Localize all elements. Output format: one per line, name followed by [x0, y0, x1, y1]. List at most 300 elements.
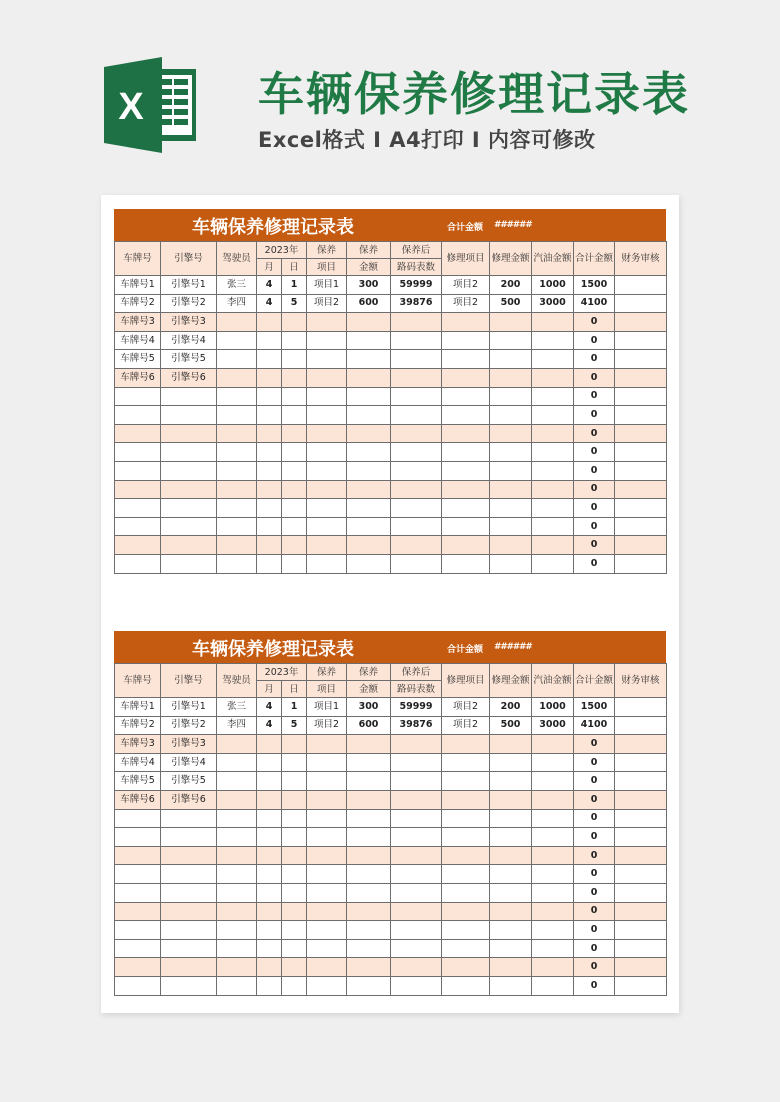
cell-driver[interactable]: [217, 406, 257, 425]
cell-maint-cost[interactable]: 300: [347, 276, 391, 295]
cell-total[interactable]: 0: [574, 809, 615, 828]
cell-audit[interactable]: [615, 753, 667, 772]
cell-repair-cost[interactable]: [490, 554, 532, 573]
cell-day[interactable]: [282, 554, 307, 573]
cell-engine[interactable]: [161, 424, 217, 443]
cell-maint-cost[interactable]: [347, 331, 391, 350]
cell-driver[interactable]: [217, 846, 257, 865]
cell-day[interactable]: [282, 313, 307, 332]
cell-day[interactable]: [282, 828, 307, 847]
cell-maint-item[interactable]: [307, 387, 347, 406]
cell-maint-item[interactable]: [307, 554, 347, 573]
cell-repair-cost[interactable]: [490, 828, 532, 847]
cell-day[interactable]: [282, 536, 307, 555]
cell-plate[interactable]: 车牌号6: [115, 790, 161, 809]
cell-engine[interactable]: [161, 554, 217, 573]
cell-fuel-cost[interactable]: [532, 313, 574, 332]
cell-total[interactable]: 0: [574, 735, 615, 754]
cell-fuel-cost[interactable]: [532, 865, 574, 884]
cell-day[interactable]: [282, 772, 307, 791]
cell-fuel-cost[interactable]: [532, 461, 574, 480]
cell-total[interactable]: 0: [574, 772, 615, 791]
cell-odometer[interactable]: [391, 424, 442, 443]
cell-maint-item[interactable]: [307, 883, 347, 902]
cell-repair-cost[interactable]: [490, 424, 532, 443]
cell-repair-item[interactable]: [442, 921, 490, 940]
cell-month[interactable]: [257, 828, 282, 847]
cell-plate[interactable]: 车牌号2: [115, 294, 161, 313]
cell-engine[interactable]: 引擎号1: [161, 276, 217, 295]
cell-repair-cost[interactable]: [490, 368, 532, 387]
cell-fuel-cost[interactable]: [532, 809, 574, 828]
cell-plate[interactable]: [115, 443, 161, 462]
cell-day[interactable]: 1: [282, 698, 307, 717]
cell-engine[interactable]: 引擎号3: [161, 313, 217, 332]
cell-maint-item[interactable]: [307, 461, 347, 480]
grand-total-value[interactable]: ######: [494, 220, 532, 230]
cell-fuel-cost[interactable]: [532, 753, 574, 772]
cell-day[interactable]: [282, 406, 307, 425]
cell-total[interactable]: 0: [574, 499, 615, 518]
cell-repair-cost[interactable]: [490, 976, 532, 995]
cell-month[interactable]: [257, 939, 282, 958]
cell-audit[interactable]: [615, 921, 667, 940]
cell-total[interactable]: 0: [574, 902, 615, 921]
cell-maint-item[interactable]: [307, 536, 347, 555]
cell-fuel-cost[interactable]: 3000: [532, 716, 574, 735]
cell-engine[interactable]: [161, 387, 217, 406]
cell-day[interactable]: [282, 350, 307, 369]
cell-engine[interactable]: [161, 809, 217, 828]
cell-driver[interactable]: [217, 331, 257, 350]
cell-odometer[interactable]: [391, 772, 442, 791]
cell-repair-item[interactable]: [442, 809, 490, 828]
cell-engine[interactable]: [161, 976, 217, 995]
cell-plate[interactable]: 车牌号3: [115, 313, 161, 332]
cell-repair-item[interactable]: [442, 517, 490, 536]
cell-day[interactable]: [282, 865, 307, 884]
cell-month[interactable]: [257, 772, 282, 791]
cell-audit[interactable]: [615, 939, 667, 958]
cell-audit[interactable]: [615, 294, 667, 313]
cell-odometer[interactable]: [391, 865, 442, 884]
cell-month[interactable]: [257, 554, 282, 573]
cell-engine[interactable]: 引擎号4: [161, 331, 217, 350]
cell-day[interactable]: [282, 939, 307, 958]
cell-driver[interactable]: [217, 554, 257, 573]
cell-odometer[interactable]: [391, 350, 442, 369]
cell-engine[interactable]: [161, 939, 217, 958]
cell-plate[interactable]: [115, 480, 161, 499]
cell-month[interactable]: [257, 331, 282, 350]
cell-audit[interactable]: [615, 406, 667, 425]
cell-day[interactable]: [282, 480, 307, 499]
cell-maint-item[interactable]: [307, 313, 347, 332]
cell-driver[interactable]: [217, 790, 257, 809]
cell-total[interactable]: 0: [574, 331, 615, 350]
cell-engine[interactable]: 引擎号3: [161, 735, 217, 754]
cell-odometer[interactable]: [391, 735, 442, 754]
cell-repair-item[interactable]: [442, 331, 490, 350]
cell-odometer[interactable]: [391, 368, 442, 387]
cell-odometer[interactable]: [391, 443, 442, 462]
cell-odometer[interactable]: [391, 406, 442, 425]
cell-repair-item[interactable]: 项目2: [442, 698, 490, 717]
cell-driver[interactable]: [217, 939, 257, 958]
cell-fuel-cost[interactable]: [532, 424, 574, 443]
cell-driver[interactable]: [217, 424, 257, 443]
cell-repair-cost[interactable]: [490, 443, 532, 462]
cell-driver[interactable]: [217, 976, 257, 995]
cell-month[interactable]: [257, 846, 282, 865]
cell-month[interactable]: 4: [257, 294, 282, 313]
cell-fuel-cost[interactable]: [532, 499, 574, 518]
cell-repair-item[interactable]: [442, 939, 490, 958]
cell-maint-item[interactable]: [307, 846, 347, 865]
cell-maint-item[interactable]: 项目1: [307, 276, 347, 295]
cell-repair-item[interactable]: 项目2: [442, 276, 490, 295]
cell-total[interactable]: 0: [574, 883, 615, 902]
cell-audit[interactable]: [615, 517, 667, 536]
cell-fuel-cost[interactable]: [532, 828, 574, 847]
cell-repair-cost[interactable]: [490, 536, 532, 555]
cell-engine[interactable]: [161, 536, 217, 555]
cell-total[interactable]: 1500: [574, 276, 615, 295]
cell-audit[interactable]: [615, 809, 667, 828]
cell-driver[interactable]: [217, 368, 257, 387]
cell-total[interactable]: 0: [574, 443, 615, 462]
cell-engine[interactable]: [161, 480, 217, 499]
cell-audit[interactable]: [615, 902, 667, 921]
cell-maint-item[interactable]: [307, 790, 347, 809]
cell-day[interactable]: [282, 443, 307, 462]
cell-audit[interactable]: [615, 554, 667, 573]
cell-total[interactable]: 0: [574, 554, 615, 573]
cell-repair-cost[interactable]: [490, 958, 532, 977]
cell-repair-item[interactable]: [442, 443, 490, 462]
cell-maint-cost[interactable]: [347, 939, 391, 958]
cell-month[interactable]: [257, 921, 282, 940]
cell-engine[interactable]: [161, 406, 217, 425]
cell-plate[interactable]: 车牌号4: [115, 331, 161, 350]
cell-maint-cost[interactable]: 300: [347, 698, 391, 717]
cell-repair-cost[interactable]: [490, 939, 532, 958]
cell-maint-cost[interactable]: [347, 554, 391, 573]
cell-engine[interactable]: 引擎号6: [161, 368, 217, 387]
cell-audit[interactable]: [615, 368, 667, 387]
cell-maint-item[interactable]: 项目1: [307, 698, 347, 717]
cell-engine[interactable]: [161, 865, 217, 884]
cell-total[interactable]: 0: [574, 536, 615, 555]
cell-day[interactable]: [282, 790, 307, 809]
cell-repair-item[interactable]: [442, 976, 490, 995]
cell-month[interactable]: [257, 517, 282, 536]
cell-day[interactable]: [282, 809, 307, 828]
cell-maint-cost[interactable]: [347, 517, 391, 536]
cell-maint-cost[interactable]: [347, 809, 391, 828]
cell-repair-cost[interactable]: [490, 790, 532, 809]
cell-audit[interactable]: [615, 976, 667, 995]
cell-odometer[interactable]: [391, 331, 442, 350]
cell-repair-item[interactable]: [442, 313, 490, 332]
cell-month[interactable]: [257, 443, 282, 462]
cell-repair-item[interactable]: [442, 499, 490, 518]
cell-total[interactable]: 0: [574, 480, 615, 499]
cell-audit[interactable]: [615, 865, 667, 884]
cell-repair-item[interactable]: [442, 735, 490, 754]
cell-repair-cost[interactable]: [490, 517, 532, 536]
cell-total[interactable]: 0: [574, 387, 615, 406]
cell-maint-cost[interactable]: [347, 424, 391, 443]
cell-repair-item[interactable]: [442, 902, 490, 921]
cell-maint-item[interactable]: 项目2: [307, 294, 347, 313]
cell-repair-item[interactable]: [442, 846, 490, 865]
cell-plate[interactable]: [115, 958, 161, 977]
cell-audit[interactable]: [615, 499, 667, 518]
cell-repair-cost[interactable]: [490, 809, 532, 828]
cell-maint-cost[interactable]: [347, 461, 391, 480]
cell-month[interactable]: [257, 480, 282, 499]
cell-driver[interactable]: [217, 480, 257, 499]
cell-odometer[interactable]: [391, 883, 442, 902]
cell-fuel-cost[interactable]: [532, 735, 574, 754]
cell-driver[interactable]: [217, 387, 257, 406]
cell-audit[interactable]: [615, 790, 667, 809]
cell-audit[interactable]: [615, 883, 667, 902]
cell-odometer[interactable]: [391, 976, 442, 995]
cell-maint-cost[interactable]: [347, 753, 391, 772]
cell-month[interactable]: [257, 350, 282, 369]
cell-plate[interactable]: [115, 517, 161, 536]
cell-day[interactable]: [282, 735, 307, 754]
cell-plate[interactable]: [115, 921, 161, 940]
cell-repair-cost[interactable]: [490, 846, 532, 865]
cell-driver[interactable]: [217, 536, 257, 555]
cell-month[interactable]: [257, 790, 282, 809]
cell-month[interactable]: 4: [257, 698, 282, 717]
cell-maint-item[interactable]: [307, 976, 347, 995]
cell-audit[interactable]: [615, 716, 667, 735]
cell-maint-item[interactable]: [307, 424, 347, 443]
cell-day[interactable]: [282, 331, 307, 350]
cell-fuel-cost[interactable]: 3000: [532, 294, 574, 313]
cell-odometer[interactable]: [391, 809, 442, 828]
cell-engine[interactable]: [161, 902, 217, 921]
cell-maint-cost[interactable]: 600: [347, 716, 391, 735]
cell-plate[interactable]: [115, 939, 161, 958]
cell-engine[interactable]: 引擎号4: [161, 753, 217, 772]
cell-plate[interactable]: 车牌号4: [115, 753, 161, 772]
cell-month[interactable]: [257, 958, 282, 977]
cell-maint-item[interactable]: [307, 331, 347, 350]
cell-maint-cost[interactable]: [347, 865, 391, 884]
cell-repair-item[interactable]: [442, 387, 490, 406]
cell-month[interactable]: 4: [257, 276, 282, 295]
cell-day[interactable]: [282, 846, 307, 865]
cell-driver[interactable]: [217, 828, 257, 847]
cell-odometer[interactable]: 39876: [391, 716, 442, 735]
cell-maint-cost[interactable]: [347, 368, 391, 387]
cell-engine[interactable]: [161, 443, 217, 462]
cell-maint-item[interactable]: [307, 958, 347, 977]
cell-maint-cost[interactable]: [347, 846, 391, 865]
cell-maint-cost[interactable]: [347, 313, 391, 332]
cell-repair-cost[interactable]: [490, 921, 532, 940]
cell-fuel-cost[interactable]: [532, 939, 574, 958]
cell-maint-item[interactable]: [307, 350, 347, 369]
cell-engine[interactable]: [161, 921, 217, 940]
cell-driver[interactable]: 张三: [217, 276, 257, 295]
cell-odometer[interactable]: [391, 958, 442, 977]
cell-plate[interactable]: 车牌号1: [115, 276, 161, 295]
cell-driver[interactable]: [217, 350, 257, 369]
cell-plate[interactable]: [115, 902, 161, 921]
cell-fuel-cost[interactable]: [532, 517, 574, 536]
cell-day[interactable]: [282, 368, 307, 387]
cell-total[interactable]: 0: [574, 461, 615, 480]
cell-month[interactable]: [257, 976, 282, 995]
cell-repair-item[interactable]: [442, 461, 490, 480]
cell-month[interactable]: [257, 536, 282, 555]
cell-total[interactable]: 4100: [574, 294, 615, 313]
cell-engine[interactable]: 引擎号1: [161, 698, 217, 717]
cell-total[interactable]: 0: [574, 828, 615, 847]
cell-plate[interactable]: [115, 976, 161, 995]
cell-repair-cost[interactable]: [490, 350, 532, 369]
cell-audit[interactable]: [615, 772, 667, 791]
cell-maint-cost[interactable]: [347, 958, 391, 977]
cell-maint-item[interactable]: [307, 480, 347, 499]
cell-maint-item[interactable]: [307, 753, 347, 772]
cell-day[interactable]: [282, 499, 307, 518]
cell-fuel-cost[interactable]: [532, 921, 574, 940]
cell-maint-cost[interactable]: [347, 772, 391, 791]
cell-repair-item[interactable]: [442, 790, 490, 809]
cell-plate[interactable]: [115, 424, 161, 443]
cell-maint-item[interactable]: [307, 921, 347, 940]
cell-maint-cost[interactable]: [347, 536, 391, 555]
cell-repair-cost[interactable]: [490, 772, 532, 791]
cell-repair-item[interactable]: [442, 406, 490, 425]
cell-plate[interactable]: [115, 846, 161, 865]
cell-engine[interactable]: [161, 828, 217, 847]
cell-repair-cost[interactable]: 500: [490, 294, 532, 313]
cell-odometer[interactable]: [391, 554, 442, 573]
cell-repair-cost[interactable]: [490, 902, 532, 921]
cell-repair-cost[interactable]: [490, 461, 532, 480]
cell-odometer[interactable]: [391, 461, 442, 480]
cell-total[interactable]: 0: [574, 790, 615, 809]
cell-total[interactable]: 0: [574, 958, 615, 977]
cell-repair-cost[interactable]: 200: [490, 276, 532, 295]
cell-odometer[interactable]: [391, 536, 442, 555]
cell-month[interactable]: [257, 461, 282, 480]
cell-month[interactable]: [257, 499, 282, 518]
cell-odometer[interactable]: 59999: [391, 698, 442, 717]
cell-audit[interactable]: [615, 735, 667, 754]
cell-maint-cost[interactable]: [347, 883, 391, 902]
cell-driver[interactable]: [217, 461, 257, 480]
cell-repair-cost[interactable]: [490, 406, 532, 425]
cell-total[interactable]: 0: [574, 939, 615, 958]
cell-engine[interactable]: [161, 517, 217, 536]
cell-total[interactable]: 0: [574, 313, 615, 332]
cell-repair-item[interactable]: 项目2: [442, 716, 490, 735]
cell-total[interactable]: 0: [574, 976, 615, 995]
cell-month[interactable]: [257, 865, 282, 884]
cell-maint-cost[interactable]: [347, 480, 391, 499]
cell-day[interactable]: [282, 753, 307, 772]
cell-total[interactable]: 0: [574, 865, 615, 884]
cell-engine[interactable]: [161, 846, 217, 865]
cell-total[interactable]: 1500: [574, 698, 615, 717]
cell-repair-cost[interactable]: [490, 387, 532, 406]
cell-month[interactable]: [257, 809, 282, 828]
cell-odometer[interactable]: [391, 921, 442, 940]
cell-driver[interactable]: [217, 809, 257, 828]
cell-maint-item[interactable]: [307, 368, 347, 387]
cell-day[interactable]: [282, 958, 307, 977]
cell-driver[interactable]: 张三: [217, 698, 257, 717]
cell-total[interactable]: 0: [574, 350, 615, 369]
cell-engine[interactable]: [161, 461, 217, 480]
cell-repair-cost[interactable]: [490, 735, 532, 754]
cell-maint-cost[interactable]: [347, 443, 391, 462]
cell-total[interactable]: 0: [574, 753, 615, 772]
cell-day[interactable]: [282, 517, 307, 536]
cell-maint-cost[interactable]: [347, 790, 391, 809]
cell-plate[interactable]: 车牌号2: [115, 716, 161, 735]
cell-repair-item[interactable]: [442, 865, 490, 884]
cell-fuel-cost[interactable]: 1000: [532, 276, 574, 295]
cell-month[interactable]: [257, 313, 282, 332]
cell-maint-cost[interactable]: [347, 976, 391, 995]
cell-driver[interactable]: [217, 499, 257, 518]
cell-month[interactable]: [257, 735, 282, 754]
cell-audit[interactable]: [615, 276, 667, 295]
cell-repair-cost[interactable]: [490, 480, 532, 499]
cell-fuel-cost[interactable]: [532, 976, 574, 995]
cell-repair-item[interactable]: [442, 368, 490, 387]
cell-day[interactable]: 5: [282, 294, 307, 313]
cell-repair-item[interactable]: [442, 480, 490, 499]
cell-repair-item[interactable]: [442, 424, 490, 443]
cell-driver[interactable]: [217, 902, 257, 921]
cell-total[interactable]: 0: [574, 921, 615, 940]
cell-driver[interactable]: [217, 735, 257, 754]
cell-month[interactable]: [257, 902, 282, 921]
cell-maint-cost[interactable]: [347, 406, 391, 425]
cell-day[interactable]: 5: [282, 716, 307, 735]
cell-fuel-cost[interactable]: [532, 772, 574, 791]
cell-odometer[interactable]: 59999: [391, 276, 442, 295]
cell-maint-item[interactable]: [307, 499, 347, 518]
cell-maint-item[interactable]: [307, 902, 347, 921]
cell-maint-cost[interactable]: [347, 499, 391, 518]
cell-maint-cost[interactable]: [347, 350, 391, 369]
cell-maint-item[interactable]: [307, 809, 347, 828]
cell-driver[interactable]: [217, 921, 257, 940]
cell-engine[interactable]: 引擎号6: [161, 790, 217, 809]
cell-driver[interactable]: 李四: [217, 294, 257, 313]
cell-maint-item[interactable]: [307, 772, 347, 791]
cell-plate[interactable]: [115, 828, 161, 847]
cell-driver[interactable]: [217, 313, 257, 332]
cell-repair-item[interactable]: [442, 883, 490, 902]
cell-maint-cost[interactable]: [347, 735, 391, 754]
cell-fuel-cost[interactable]: [532, 368, 574, 387]
cell-fuel-cost[interactable]: [532, 443, 574, 462]
